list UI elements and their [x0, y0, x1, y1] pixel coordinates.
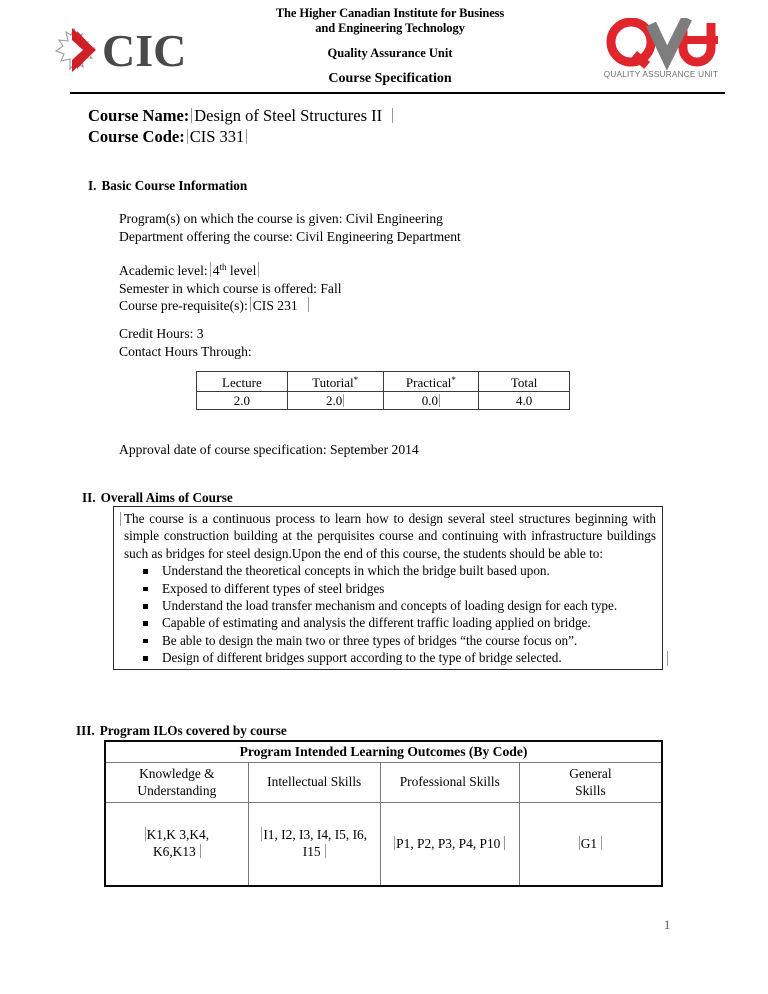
cell-practical-hours: [383, 392, 479, 410]
cell-value: 0.0: [421, 393, 439, 408]
course-name-value: Design of Steel Structures II: [194, 106, 383, 125]
approval-date-value: September 2014: [330, 442, 419, 457]
basic-course-info-group-2: [119, 259, 342, 315]
cell-value-line-1: I1, I2, I3, I4, I5, I6,: [263, 827, 368, 843]
course-identity-block: [88, 105, 399, 147]
column-header-lecture: [197, 372, 288, 392]
institute-name-line2: and Engineering Technology: [315, 20, 465, 35]
field-marker: [246, 129, 247, 144]
column-header-professional-skills: Professional Skills: [380, 763, 519, 803]
cell-lecture-hours: [197, 392, 288, 410]
section-heading-overall-aims: [82, 490, 233, 506]
quality-assurance-unit-label: Quality Assurance Unit: [327, 46, 453, 60]
cell-value: 4.0: [516, 393, 533, 408]
field-marker: [392, 108, 393, 123]
cell-value-line-1: K1,K 3,K4,: [146, 827, 210, 843]
field-marker: [120, 512, 121, 526]
field-marker: [308, 297, 309, 312]
section-heading-basic-course-information: [88, 178, 247, 194]
ilo-table-title: Program Intended Learning Outcomes (By Code): [106, 742, 661, 763]
contact-hours-table: [196, 371, 570, 410]
field-marker: [200, 844, 201, 858]
section-title: Basic Course Information: [101, 178, 248, 193]
header-line-2: Understanding: [137, 782, 217, 798]
basic-course-info-group-3: [119, 325, 252, 360]
program-line: [119, 210, 461, 228]
academic-level-value: 4: [212, 263, 220, 278]
column-header-practical: [383, 372, 479, 392]
department-label: Department offering the course:: [119, 228, 293, 244]
section-number: II.: [82, 490, 96, 505]
program-ilo-table: [106, 742, 661, 885]
column-header-tutorial: [287, 372, 383, 392]
academic-level-ordinal: th: [219, 262, 227, 272]
cell-total-hours: [479, 392, 570, 410]
institute-name-line1: The Higher Canadian Institute for Business: [275, 6, 505, 20]
list-item: Understand the load transfer mechanism and concepts of loading design for each type.: [162, 597, 656, 614]
overall-aims-box: [113, 506, 663, 670]
cell-intellectual-codes: [248, 803, 380, 885]
section-title: Program ILOs covered by course: [99, 723, 287, 738]
header-line-1: Knowledge &: [139, 766, 215, 781]
header-text: Practical: [405, 375, 452, 390]
cell-value: 2.0: [233, 393, 250, 408]
academic-level-suffix: level: [229, 263, 257, 278]
prerequisite-value: CIS 231: [252, 298, 298, 313]
aims-bullet-list: [120, 562, 656, 666]
section-heading-program-ilos: [76, 723, 287, 739]
academic-level-line: [119, 259, 342, 280]
cell-value-line-2: I15: [302, 843, 321, 859]
prerequisite-line: [119, 297, 342, 315]
cell-general-codes: [519, 803, 661, 885]
list-item: Exposed to different types of steel bridges: [162, 580, 656, 597]
cell-tutorial-hours: [287, 392, 383, 410]
program-ilo-table-wrapper: [104, 740, 663, 887]
table-header-row: [106, 763, 661, 803]
cic-logo-text: CIC: [102, 25, 187, 76]
field-marker: [439, 394, 440, 407]
field-marker: [343, 394, 344, 407]
field-marker: [191, 108, 192, 123]
section-number: I.: [88, 178, 97, 193]
table-row: [106, 803, 661, 885]
section-title: Overall Aims of Course: [100, 490, 233, 505]
field-marker: [601, 836, 602, 850]
table-row: [197, 392, 570, 410]
table-title-row: [106, 742, 661, 763]
list-item: Design of different bridges support according to the type of bridge selected.: [162, 649, 656, 666]
header-divider: [70, 92, 725, 94]
field-marker: [579, 836, 580, 850]
field-marker: [210, 262, 211, 277]
header-text: Tutorial: [312, 375, 354, 390]
aims-paragraph-wrapper: [120, 510, 656, 562]
list-item: Capable of estimating and analysis the different traffic loading applied on bridge.: [162, 614, 656, 631]
course-name-row: [88, 105, 399, 126]
header-asterisk: *: [451, 375, 456, 385]
cell-value: P1, P2, P3, P4, P10: [396, 835, 501, 851]
semester-label: Semester in which course is offered:: [119, 280, 317, 296]
document-header: [0, 0, 768, 90]
field-marker: [258, 262, 259, 277]
credit-hours-value: 3: [196, 326, 204, 341]
column-header-intellectual-skills: Intellectual Skills: [248, 763, 380, 803]
cic-logo: [52, 22, 237, 78]
course-name-label: Course Name:: [88, 106, 190, 125]
program-value: Civil Engineering: [345, 211, 443, 226]
column-header-knowledge-understanding: [106, 763, 248, 803]
field-marker: [145, 827, 146, 841]
academic-level-label: Academic level:: [119, 263, 208, 278]
header-asterisk: *: [353, 375, 359, 385]
cell-value: 2.0: [326, 393, 343, 408]
list-item: Be able to design the main two or three types of bridges “the course focus on”.: [162, 632, 656, 649]
field-marker: [250, 297, 251, 312]
department-value: Civil Engineering Department: [296, 228, 461, 244]
page-number: 1: [664, 918, 671, 932]
prerequisite-label: Course pre-requisite(s):: [119, 298, 248, 313]
column-header-total: [479, 372, 570, 392]
course-code-value: CIS 331: [189, 127, 245, 146]
credit-hours-line: [119, 325, 252, 343]
table-header-row: [197, 372, 570, 392]
field-marker: [504, 836, 505, 850]
course-code-row: [88, 126, 399, 147]
aims-paragraph: The course is a continuous process to learn how to design several steel structures beginning with simple construction building at the perquisites course and continuing with infrastructure buildings such as bridges for steel design.Upon the end of this course, the students should be able to:: [124, 511, 656, 561]
header-text: Lecture: [222, 375, 262, 390]
semester-line: [119, 280, 342, 298]
field-marker: [187, 129, 188, 144]
semester-value: Fall: [320, 280, 342, 296]
header-text: Total: [510, 375, 538, 390]
maple-leaf-arrow-icon: [52, 27, 104, 73]
cell-professional-codes: [380, 803, 519, 885]
qau-logo-caption: QUALITY ASSURANCE UNIT: [603, 70, 719, 79]
cell-value: G1: [580, 835, 598, 851]
qau-logo-mark-icon: [604, 18, 726, 70]
list-item: Understand the theoretical concepts in which the bridge built based upon.: [162, 562, 656, 579]
course-code-label: Course Code:: [88, 127, 185, 146]
basic-course-info-group-1: [119, 210, 461, 245]
field-marker: [325, 844, 326, 858]
header-center-text: [235, 6, 545, 87]
cell-knowledge-codes: [106, 803, 248, 885]
qau-logo: [600, 18, 730, 90]
contact-hours-label: Contact Hours Through:: [119, 343, 252, 359]
program-label: Program(s) on which the course is given:: [119, 211, 343, 226]
page-title: Course Specification: [328, 71, 452, 86]
header-line-2: Skills: [575, 782, 606, 798]
approval-date-label: Approval date of course specification:: [119, 442, 327, 457]
credit-hours-label: Credit Hours:: [119, 326, 194, 341]
column-header-general-skills: [519, 763, 661, 803]
cell-value-line-2: K6,K13: [152, 843, 196, 859]
header-line-1: General: [569, 766, 612, 781]
section-number: III.: [76, 723, 95, 738]
department-line: [119, 228, 461, 246]
approval-date-line: [119, 441, 419, 458]
